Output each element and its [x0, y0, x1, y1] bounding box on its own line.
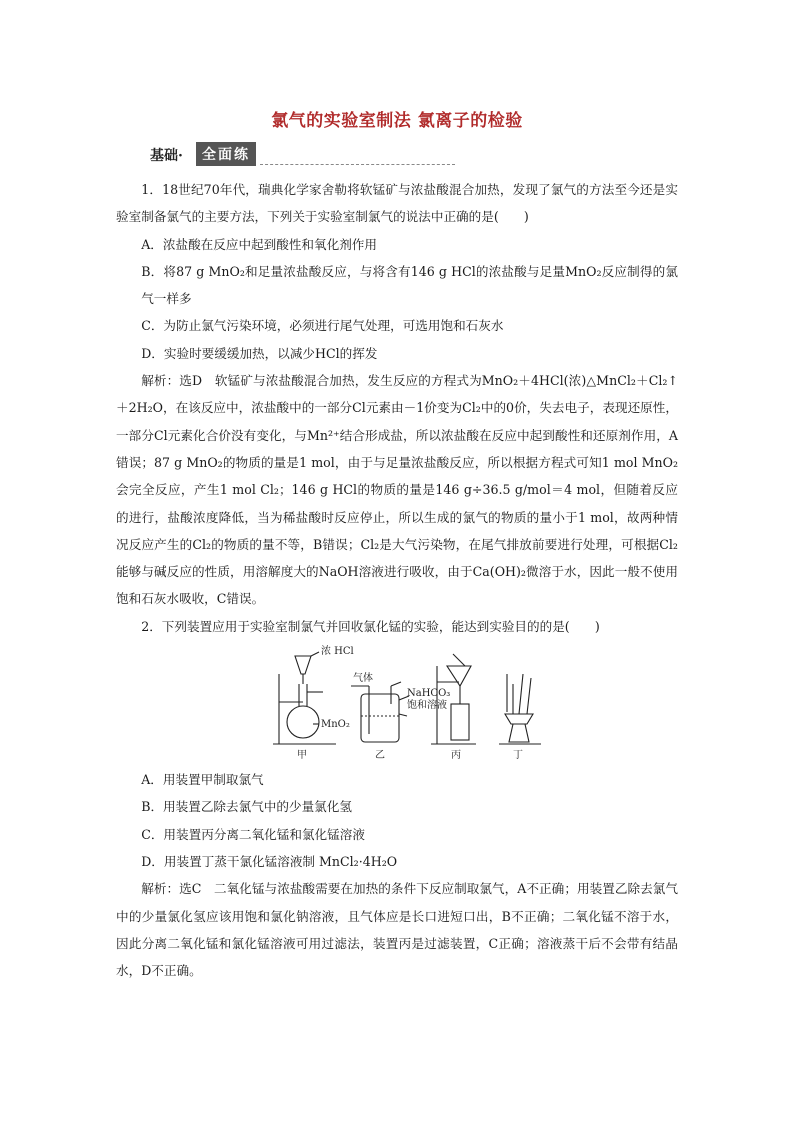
q2-analysis: 解析：选C 二氧化锰与浓盐酸需要在加热的条件下反应制取氯气，A不正确；用装置乙除去氯气中的少量氯化氢应该用饱和氯化钠溶液，且气体应是长口进短口出，B不正确；二氧化锰不溶于水，因此分离二氧化锰和氯化锰溶液可用过滤法，装置丙是过滤装置，C正确；溶液蒸干后不会带有结晶水，D不正确。: [116, 881, 678, 979]
q1-stem: 1．18世纪70年代，瑞典化学家舍勒将软锰矿与浓盐酸混合加热，发现了氯气的方法至今还是实验室制备氯气的主要方法，下列关于实验室制氯气的说法中正确的是( ): [116, 182, 678, 225]
label-conc-hcl: 浓 HCl: [321, 646, 354, 658]
section-label: 基础·: [150, 148, 183, 164]
document-body: [116, 176, 678, 984]
label-mno2: MnO₂: [321, 719, 350, 731]
q2-option-a: A．用装置甲制取氯气: [141, 772, 264, 788]
q2-option-c: C．用装置丙分离二氧化锰和氯化锰溶液: [141, 826, 365, 842]
q1-option-b: B．将87 g MnO₂和足量浓盐酸反应，与将含有146 g HCl的浓盐酸与足量MnO₂反应制得的氯气一样多: [141, 263, 678, 307]
q2-option-b: B．用装置乙除去氯气中的少量氯化氢: [141, 799, 352, 815]
q1-analysis: 解析：选D 软锰矿与浓盐酸混合加热，发生反应的方程式为MnO₂＋4HCl(浓)△MnCl₂＋Cl₂↑＋2H₂O，在该反应中，浓盐酸中的一部分Cl元素由－1价变为Cl₂中的0价，失去电子，表现还原性，一部分Cl元素化合价没有变化，与Mn²⁺结合形成盐，所以浓盐酸在反应中起到酸性和还原剂作用，A错误；87 g MnO₂的物质的量是1 mol，由于与足量浓盐酸反应，所以根据方程式可知1 mol MnO₂会完全反应，产生1 mol Cl₂；146 g HCl的物质的量是146 g÷36.5 g/mol＝4 mol，但随着反应的进行，盐酸浓度降低，当为稀盐酸时反应停止，所以生成的氯气的物质的量小于1 mol，故两种情况反应产生的Cl₂的物质的量不等，B错误；Cl₂是大气污染物，在尾气排放前要进行处理，可根据Cl₂能够与碱反应的性质，用溶解度大的NaOH溶液进行吸收，由于Ca(OH)₂微溶于水，因此一般不使用饱和石灰水吸收，C错误。: [116, 373, 678, 607]
q1-option-a: A．浓盐酸在反应中起到酸性和氧化剂作用: [141, 236, 377, 252]
apparatus-figure: [116, 644, 678, 764]
section-divider: [260, 164, 455, 165]
label-gas: 气体: [353, 673, 373, 685]
label-yi: 乙: [375, 750, 385, 762]
label-bing: 丙: [451, 750, 461, 762]
label-saturated-solution: 饱和溶液: [407, 700, 447, 712]
q1-option-c: C．为防止氯气污染环境，必须进行尾气处理，可选用饱和石灰水: [141, 318, 504, 334]
q1-option-d: D．实验时要缓缓加热，以减少HCl的挥发: [141, 345, 378, 361]
apparatus-diagram: [261, 644, 561, 762]
label-nahco3: NaHCO₃: [407, 688, 451, 700]
page-title: 氯气的实验室制法 氯离子的检验: [271, 111, 523, 131]
q2-stem: 2．下列装置应用于实验室制氯气并回收氯化锰的实验，能达到实验目的的是( ): [141, 618, 600, 634]
q2-option-d: D．用装置丁蒸干氯化锰溶液制 MnCl₂·4H₂O: [141, 853, 398, 869]
label-ding: 丁: [513, 750, 523, 762]
label-jia: 甲: [297, 750, 307, 762]
section-header: [150, 142, 455, 166]
section-badge: 全面练: [196, 142, 256, 166]
